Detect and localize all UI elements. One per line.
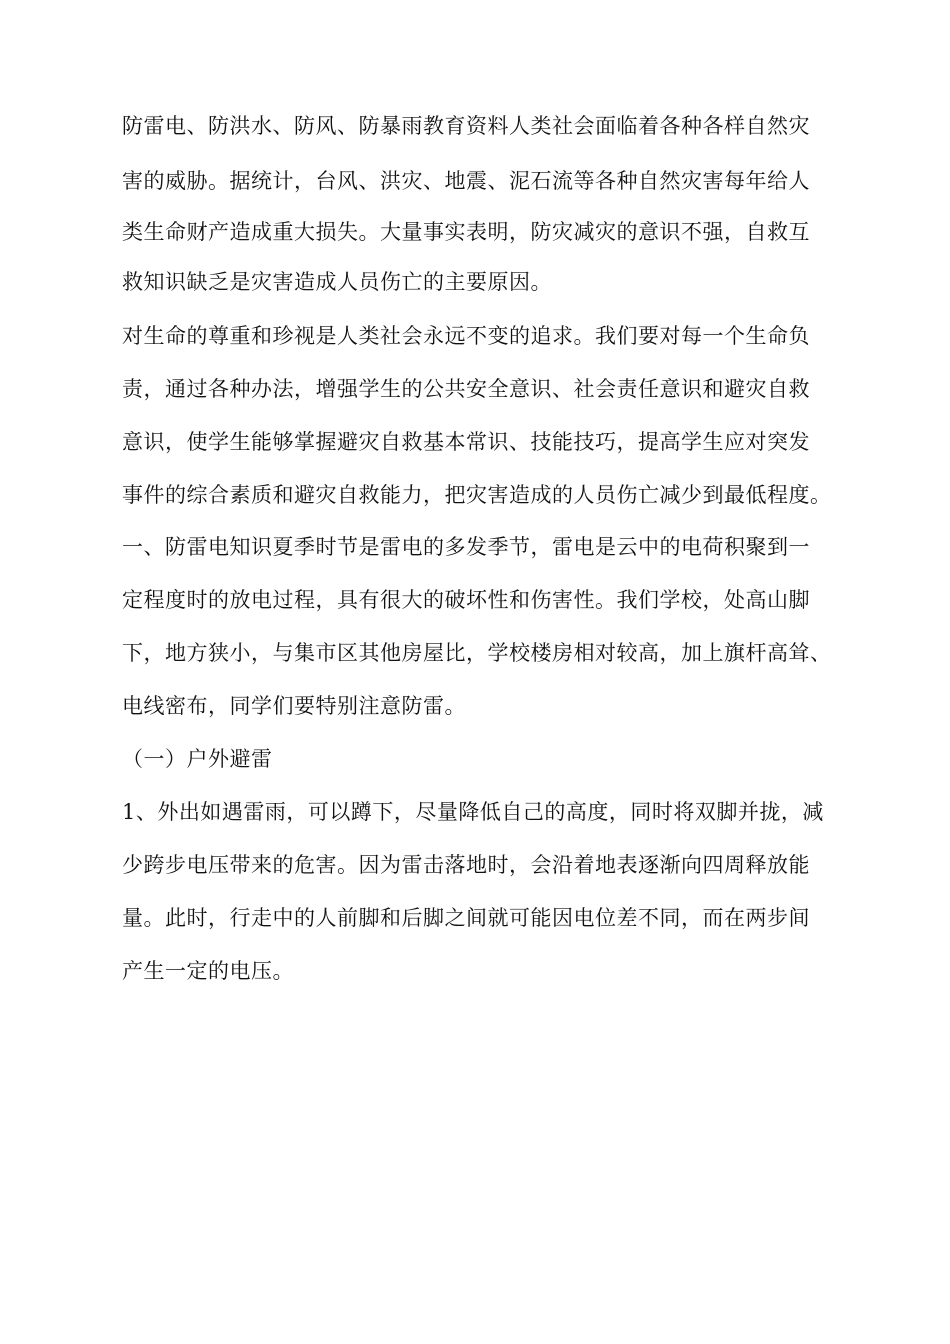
text-line: 意识，使学生能够掌握避灾自救基本常识、技能技巧，提高学生应对突发 — [122, 430, 810, 454]
text-line: 一、防雷电知识夏季时节是雷电的多发季节，雷电是云中的电荷积聚到一 — [122, 535, 810, 559]
text-line: 救知识缺乏是灾害造成人员伤亡的主要原因。 — [122, 270, 552, 294]
section-heading: （一）户外避雷 — [122, 747, 273, 771]
text-line: 少跨步电压带来的危害。因为雷击落地时，会沿着地表逐渐向四周释放能 — [122, 853, 810, 877]
text-line: 1、外出如遇雷雨，可以蹲下，尽量降低自己的高度，同时将双脚并拢，减 — [122, 800, 824, 824]
text-line: 定程度时的放电过程，具有很大的破坏性和伤害性。我们学校，处高山脚 — [122, 588, 810, 612]
text-line: 责，通过各种办法，增强学生的公共安全意识、社会责任意识和避灾自救 — [122, 377, 810, 401]
text-line: 电线密布，同学们要特别注意防雷。 — [122, 694, 466, 718]
text-line: 下，地方狭小，与集市区其他房屋比，学校楼房相对较高，加上旗杆高耸、 — [122, 641, 832, 665]
text-line: 事件的综合素质和避灾自救能力，把灾害造成的人员伤亡减少到最低程度。 — [122, 483, 832, 507]
text-line: 害的威胁。据统计，台风、洪灾、地震、泥石流等各种自然灾害每年给人 — [122, 169, 810, 193]
text-line: 防雷电、防洪水、防风、防暴雨教育资料人类社会面临着各种各样自然灾 — [122, 114, 810, 138]
text-line: 产生一定的电压。 — [122, 959, 294, 983]
text-line: 类生命财产造成重大损失。大量事实表明，防灾减灾的意识不强，自救互 — [122, 220, 810, 244]
text-line: 对生命的尊重和珍视是人类社会永远不变的追求。我们要对每一个生命负 — [122, 324, 810, 348]
text-line: 量。此时，行走中的人前脚和后脚之间就可能因电位差不同，而在两步间 — [122, 906, 810, 930]
